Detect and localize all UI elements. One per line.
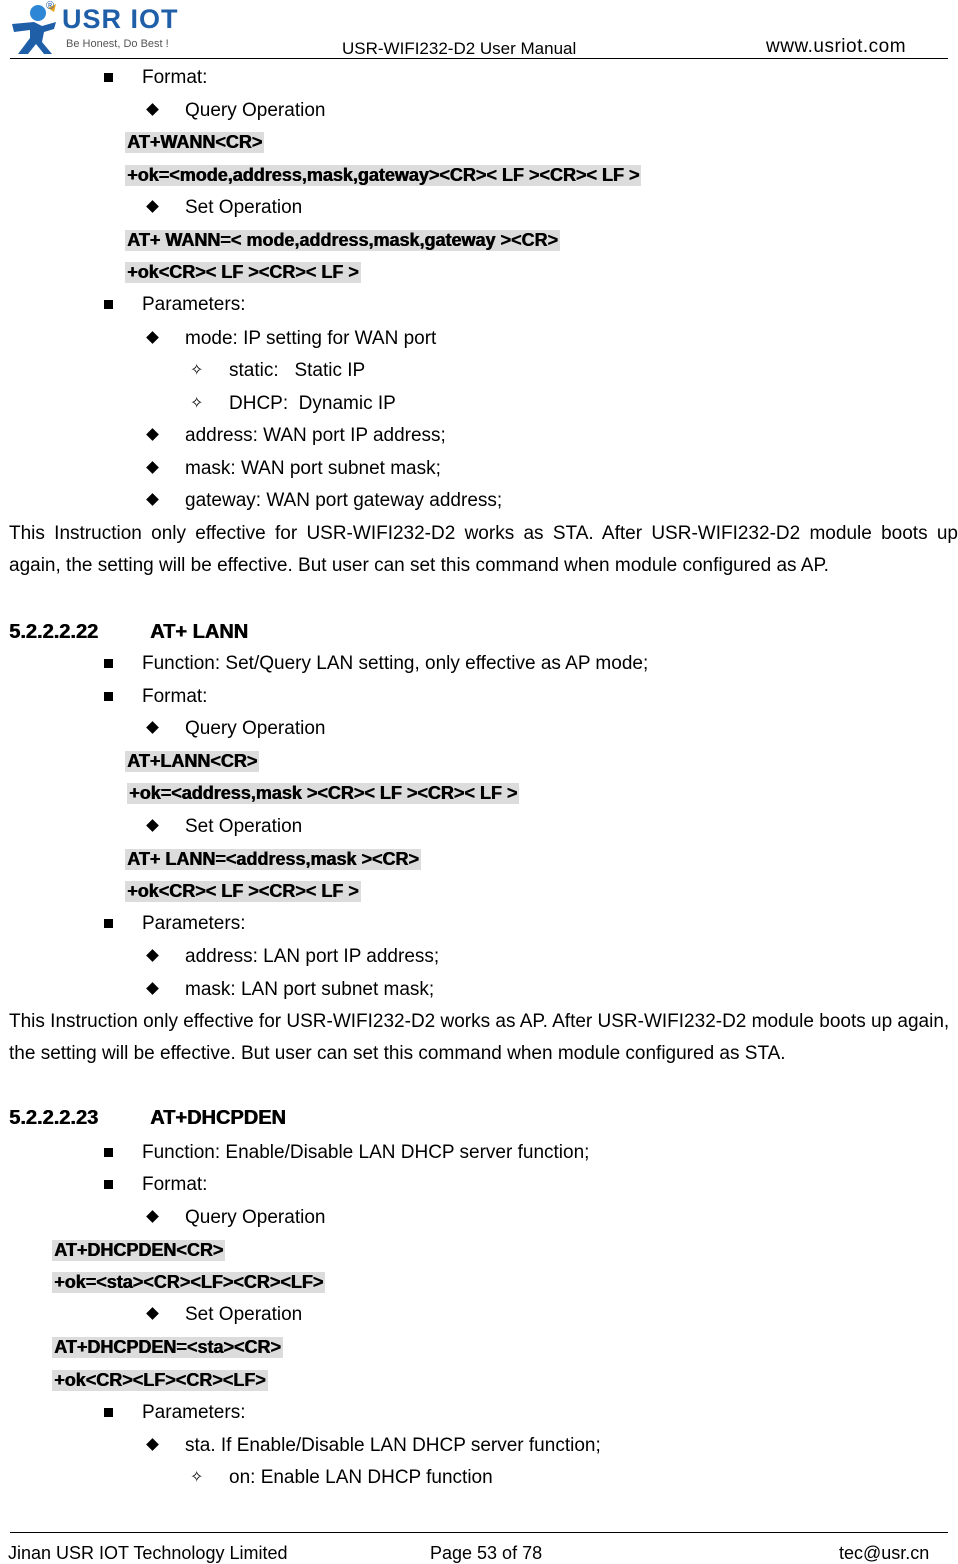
lann-query-label: Query Operation xyxy=(185,718,326,739)
header-rule xyxy=(10,58,948,59)
footer-page-number: Page 53 of 78 xyxy=(430,1543,543,1563)
bullet-star-icon: ✧ xyxy=(190,362,204,379)
logo-text: USR IOT xyxy=(62,4,179,34)
wann-set-label: Set Operation xyxy=(185,197,303,218)
lann-query-cmd: AT+LANN<CR> xyxy=(127,751,258,771)
bullet-square-icon xyxy=(104,1148,113,1157)
wann-mode-static: static: Static IP xyxy=(229,360,366,381)
bullet-diamond-icon xyxy=(146,1438,159,1451)
bullet-diamond-icon xyxy=(146,428,159,441)
lann-set-cmd: AT+ LANN=<address,mask ><CR> xyxy=(127,849,419,869)
wann-query-cmd: AT+WANN<CR> xyxy=(127,132,263,152)
lann-section-number: 5.2.2.2.22 xyxy=(9,621,98,643)
bullet-star-icon: ✧ xyxy=(190,1469,204,1486)
bullet-diamond-icon xyxy=(146,1210,159,1223)
wann-param-address: address: WAN port IP address; xyxy=(185,425,446,446)
wann-note: This Instruction only effective for USR-WIFI232-D2 works as STA. After USR-WIFI232-D2 module boots up again, the setting will be effective. But user can set this command when module configured as AP. xyxy=(9,523,958,576)
dhcpden-query-resp: +ok=<sta><CR><LF><CR><LF> xyxy=(54,1272,324,1292)
bullet-diamond-icon xyxy=(146,721,159,734)
wann-mode-dhcp: DHCP: Dynamic IP xyxy=(229,393,396,414)
website-link[interactable]: www.usriot.com xyxy=(766,36,907,57)
bullet-diamond-icon xyxy=(146,1307,159,1320)
lann-params-label: Parameters: xyxy=(142,913,246,934)
dhcpden-sta-on: on: Enable LAN DHCP function xyxy=(229,1467,493,1488)
footer-rule xyxy=(10,1532,948,1533)
bullet-diamond-icon xyxy=(146,949,159,962)
wann-param-mask: mask: WAN port subnet mask; xyxy=(185,458,441,479)
wann-set-cmd: AT+ WANN=< mode,address,mask,gateway ><CR> xyxy=(127,230,558,250)
dhcpden-section-title: AT+DHCPDEN xyxy=(150,1107,286,1129)
bullet-diamond-icon xyxy=(146,493,159,506)
lann-section-title: AT+ LANN xyxy=(150,621,248,643)
bullet-square-icon xyxy=(104,692,113,701)
bullet-star-icon: ✧ xyxy=(190,395,204,412)
bullet-diamond-icon xyxy=(146,103,159,116)
registered-mark: ® xyxy=(46,0,55,12)
lann-function: Function: Set/Query LAN setting, only effective as AP mode; xyxy=(142,653,649,674)
footer-email[interactable]: tec@usr.cn xyxy=(839,1543,930,1563)
dhcpden-format-label: Format: xyxy=(142,1174,208,1195)
bullet-square-icon xyxy=(104,73,113,82)
dhcpden-function: Function: Enable/Disable LAN DHCP server function; xyxy=(142,1142,590,1163)
lann-set-resp: +ok<CR>< LF ><CR>< LF > xyxy=(127,881,359,901)
bullet-square-icon xyxy=(104,1408,113,1417)
dhcpden-param-sta: sta. If Enable/Disable LAN DHCP server function; xyxy=(185,1435,601,1456)
dhcpden-query-cmd: AT+DHCPDEN<CR> xyxy=(54,1240,224,1260)
dhcpden-set-cmd: AT+DHCPDEN=<sta><CR> xyxy=(54,1337,281,1357)
bullet-square-icon xyxy=(104,659,113,668)
bullet-diamond-icon xyxy=(146,200,159,213)
lann-param-address: address: LAN port IP address; xyxy=(185,946,440,967)
wann-params-label: Parameters: xyxy=(142,294,246,315)
bullet-diamond-icon xyxy=(146,461,159,474)
wann-query-resp: +ok=<mode,address,mask,gateway><CR>< LF ><CR>< LF > xyxy=(127,165,640,185)
logo-tagline: Be Honest, Do Best ! xyxy=(66,38,169,50)
lann-set-label: Set Operation xyxy=(185,816,303,837)
wann-query-label: Query Operation xyxy=(185,100,326,121)
lann-query-resp: +ok=<address,mask ><CR>< LF ><CR>< LF > xyxy=(129,783,518,803)
manual-title: USR-WIFI232-D2 User Manual xyxy=(342,39,577,58)
wann-set-resp: +ok<CR>< LF ><CR>< LF > xyxy=(127,262,359,282)
bullet-diamond-icon xyxy=(146,982,159,995)
dhcpden-set-resp: +ok<CR><LF><CR><LF> xyxy=(54,1370,266,1390)
bullet-square-icon xyxy=(104,300,113,309)
wann-format-label: Format: xyxy=(142,67,208,88)
bullet-square-icon xyxy=(104,919,113,928)
lann-format-label: Format: xyxy=(142,686,208,707)
lann-param-mask: mask: LAN port subnet mask; xyxy=(185,979,435,1000)
bullet-diamond-icon xyxy=(146,819,159,832)
dhcpden-set-label: Set Operation xyxy=(185,1304,303,1325)
wann-param-gateway: gateway: WAN port gateway address; xyxy=(185,490,503,511)
bullet-diamond-icon xyxy=(146,331,159,344)
dhcpden-params-label: Parameters: xyxy=(142,1402,246,1423)
wann-param-mode: mode: IP setting for WAN port xyxy=(185,328,437,349)
footer-company: Jinan USR IOT Technology Limited xyxy=(8,1543,288,1563)
bullet-square-icon xyxy=(104,1180,113,1189)
dhcpden-section-number: 5.2.2.2.23 xyxy=(9,1107,98,1129)
dhcpden-query-label: Query Operation xyxy=(185,1207,326,1228)
lann-note: This Instruction only effective for USR-WIFI232-D2 works as AP. After USR-WIFI232-D2 module boots up again, the setting will be effective. But user can set this command when module configured as STA. xyxy=(9,1011,950,1064)
